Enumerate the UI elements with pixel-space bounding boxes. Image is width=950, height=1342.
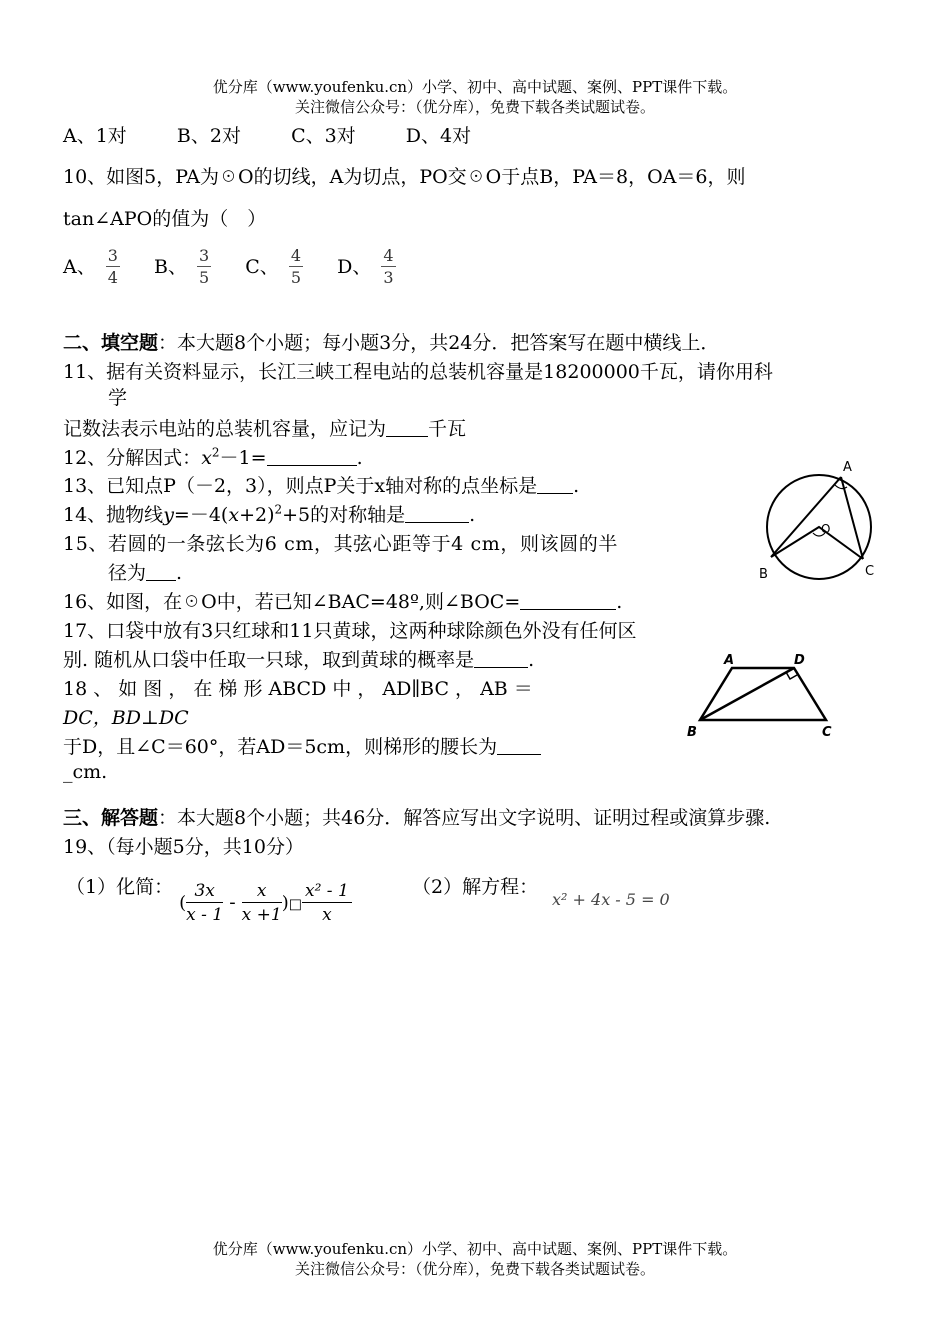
q16-answer-blank[interactable] [520,591,616,610]
q19-part-2-label: （2）解方程： [412,876,539,898]
section-3-title: 三、解答题 [63,807,159,829]
q13-line: 13、已知点P（－2，3），则点P关于x轴对称的点坐标是 . [63,475,580,497]
q19-part-1-label: （1）化简： [66,876,174,898]
label-o: O [821,522,831,536]
q11-answer-blank[interactable] [386,418,428,437]
q17-answer-blank[interactable] [474,649,528,668]
q9-options [63,121,471,148]
q9-option-a: A、1对 [63,125,127,147]
q19-equation: x² + 4x - 5 = 0 [552,890,670,909]
q19-part-1 [66,872,352,927]
section-3-heading [63,803,770,830]
q14-answer-blank[interactable] [405,504,469,523]
label-a: A [724,653,735,668]
label-d: D [794,653,805,668]
q12-answer-blank[interactable] [267,447,357,466]
header-line-1: 优分库（www.youfenku.cn）小学、初中、高中试题、案例、PPT课件下载。 [212,78,738,96]
q18-answer-blank[interactable] [497,736,541,755]
q12-line: 12、分解因式：$x^2-1=$ . [63,445,363,469]
footer-line-1: 优分库（www.youfenku.cn）小学、初中、高中试题、案例、PPT课件下载。 [212,1240,738,1258]
q18-line-2: DC，BD⊥DC [63,707,189,729]
section-2-heading [63,328,719,355]
q10-option-b: B、 $\frac{3}{5}$ [154,246,210,287]
q11-line-1b: 学 [108,387,128,409]
trapezoid-figure [682,650,842,742]
label-c: C [865,564,875,579]
diagonal-bd [700,668,794,720]
q15-line-1: 15、若圆的一条弦长为6 cm，其弦心距等于4 cm，则该圆的半 [63,533,618,555]
q19-expression: ( $\frac{3x}{x - 1}$ - $\frac{x}{x +1}$ )□ $\frac{\text{x² - 1}}{x}$ [179,880,352,927]
q13-answer-blank[interactable] [537,475,573,494]
q16-line: 16、如图，在☉O中，若已知∠BAC=48º,则∠BOC= . [63,591,623,613]
q19-part-2 [412,872,538,899]
trapezoid-outline [700,668,826,720]
q10-option-a: A、 $\frac{3}{4}$ [63,246,118,287]
section-2-title: 二、填空题 [63,332,159,354]
angle-a-arc [835,485,847,489]
label-b: B [687,725,697,740]
label-c: C [822,725,832,740]
q10-option-c: C、 $\frac{4}{5}$ [245,246,301,287]
label-b: B [759,567,768,582]
q17-line-2: 别. 随机从口袋中任取一只球，取到黄球的概率是 . [63,649,535,671]
q10-line-2: tan∠APO的值为（ ） [63,208,267,230]
section-3-desc: ：本大题8个小题；共46分．解答应写出文字说明、证明过程或演算步骤. [158,807,771,829]
q15-answer-blank[interactable] [146,562,176,581]
q10-line-1: 10、如图5，PA为☉O的切线，A为切点，PO交☉O于点B，PA＝8，OA＝6，则 [63,166,746,188]
q15-line-2: 径为 . [108,562,183,584]
radii-ob-oc [771,527,863,559]
q18-line-3: 于D，且∠C＝60°，若AD＝5cm，则梯形的腰长为 [63,732,541,759]
q10-option-d: D、 $\frac{4}{3}$ [337,246,394,287]
q9-option-d: D、4对 [405,125,472,147]
q17-line-1: 17、口袋中放有3只红球和11只黄球，这两种球除颜色外没有任何区 [63,620,637,642]
q10-options [63,246,396,289]
q11-line-1: 11、据有关资料显示，长江三峡工程电站的总装机容量是18200000千瓦，请你用科 [63,361,773,383]
q18-line-1: 18 、 如 图 ， 在 梯 形 ABCD 中 ， AD∥BC ， AB ＝ [63,678,533,700]
q9-option-c: C、3对 [291,125,356,147]
chord-ac [841,477,863,559]
q11-line-2: 记数法表示电站的总装机容量，应记为 千瓦 [63,418,467,440]
footer-line-2: 关注微信公众号：（优分库），免费下载各类试题试卷。 [294,1260,655,1278]
q19-title: 19、（每小题5分，共10分） [63,836,304,858]
q9-option-b: B、2对 [176,125,241,147]
right-angle-mark [786,672,797,679]
label-a: A [843,460,852,475]
section-2-desc: ：本大题8个小题；每小题3分，共24分．把答案写在题中横线上． [158,332,720,354]
chord-ab [771,477,841,557]
q14-line: 14、抛物线$y=-4(x+2)^2+5$的对称轴是 . [63,502,476,526]
circle-figure [755,455,890,585]
q18-line-4: _cm. [63,761,108,783]
header-line-2: 关注微信公众号：（优分库），免费下载各类试题试卷。 [294,98,655,116]
